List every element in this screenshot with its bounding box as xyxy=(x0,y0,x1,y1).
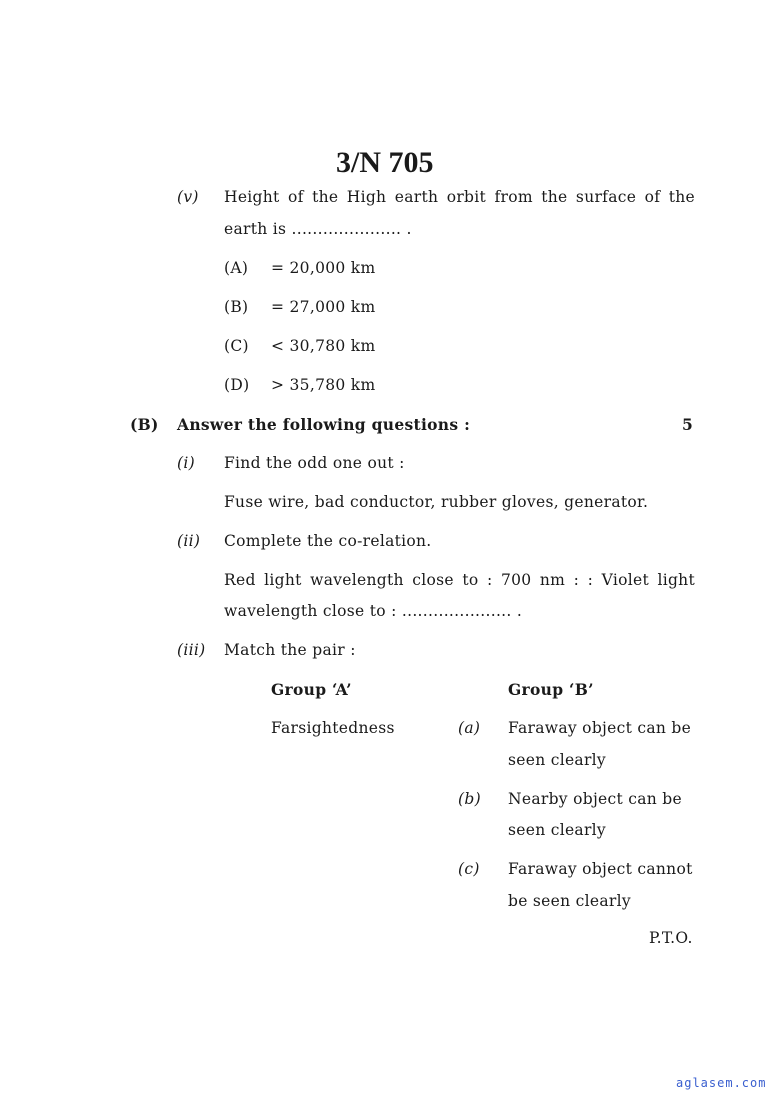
question-iii-number: (iii) xyxy=(177,641,206,659)
question-v-line2: earth is ..................... . xyxy=(224,220,412,238)
question-ii-line1: Red light wavelength close to : 700 nm : : Violet light xyxy=(224,571,695,589)
watermark: aglasem.com xyxy=(676,1076,767,1090)
group-b-item-c-line2: be seen clearly xyxy=(508,892,631,910)
option-a-text: = 20,000 km xyxy=(271,259,376,277)
option-b-text: = 27,000 km xyxy=(271,298,376,316)
option-c-label: (C) xyxy=(224,337,249,355)
option-b-label: (B) xyxy=(224,298,249,316)
question-i-number: (i) xyxy=(177,454,195,472)
question-i-items: Fuse wire, bad conductor, rubber gloves, generator. xyxy=(224,493,649,511)
question-iii-prompt: Match the pair : xyxy=(224,641,356,659)
section-b-label: (B) xyxy=(130,415,159,434)
question-ii-number: (ii) xyxy=(177,532,201,550)
group-b-item-b-line1: Nearby object can be xyxy=(508,790,682,808)
group-a-item: Farsightedness xyxy=(271,719,395,737)
group-b-item-b-line2: seen clearly xyxy=(508,821,606,839)
question-i-prompt: Find the odd one out : xyxy=(224,454,405,472)
group-b-header: Group ‘B’ xyxy=(508,680,594,699)
option-c-text: < 30,780 km xyxy=(271,337,376,355)
question-v-number: (v) xyxy=(177,188,199,206)
section-b-marks: 5 xyxy=(682,415,694,434)
question-v-line1: Height of the High earth orbit from the surface of the xyxy=(224,188,695,206)
group-a-header: Group ‘A’ xyxy=(271,680,352,699)
option-d-label: (D) xyxy=(224,376,250,394)
pto-label: P.T.O. xyxy=(649,929,693,947)
group-b-item-a-line1: Faraway object can be xyxy=(508,719,692,737)
question-ii-prompt: Complete the co-relation. xyxy=(224,532,432,550)
section-b-title: Answer the following questions : xyxy=(177,415,471,434)
paper-code: 3/N 705 xyxy=(336,146,434,179)
group-b-item-c-label: (c) xyxy=(458,860,480,878)
group-b-item-a-label: (a) xyxy=(458,719,481,737)
option-a-label: (A) xyxy=(224,259,249,277)
option-d-text: > 35,780 km xyxy=(271,376,376,394)
group-b-item-b-label: (b) xyxy=(458,790,481,808)
question-ii-line2: wavelength close to : ..................... . xyxy=(224,602,523,620)
group-b-item-c-line1: Faraway object cannot xyxy=(508,860,693,878)
group-b-item-a-line2: seen clearly xyxy=(508,751,606,769)
